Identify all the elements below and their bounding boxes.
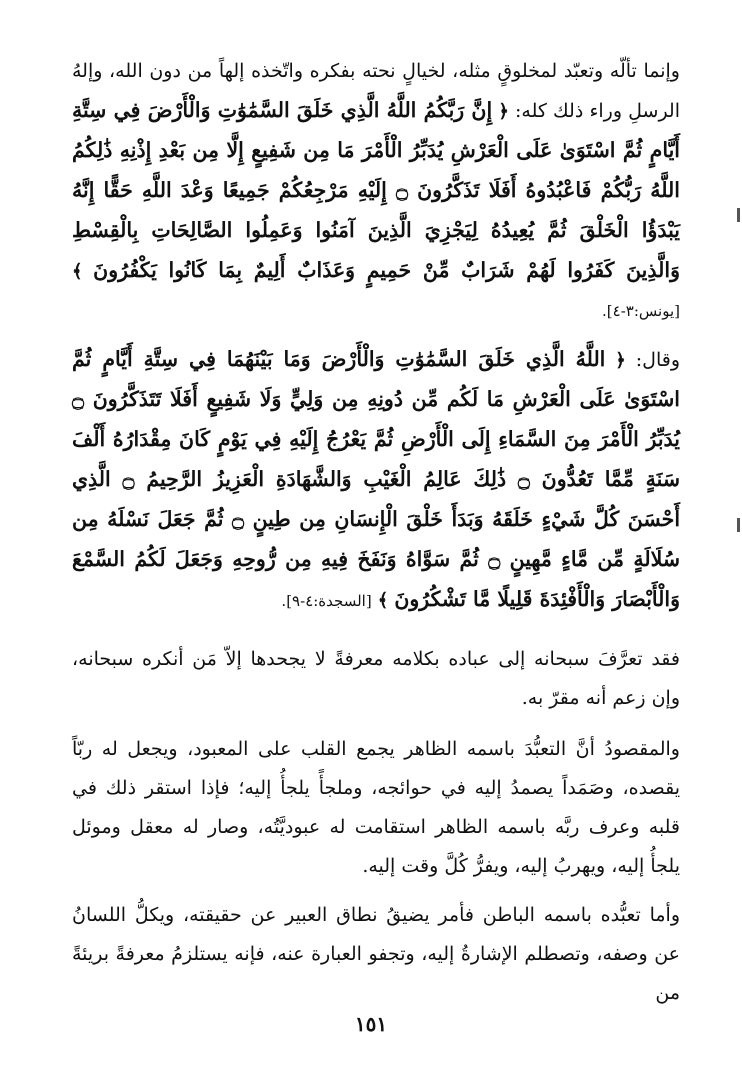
edge-mark <box>737 518 740 532</box>
citation-yunus: [يونس:٣-٤]. <box>602 302 680 320</box>
ornate-bracket-close: ﴾ <box>72 261 83 282</box>
paragraph-3: فقد تعرَّفَ سبحانه إلى عباده بكلامه معرفةً لا يجحدها إلاّ مَن أنكره سبحانه، وإن زعم أنه مقرّ به. <box>72 648 680 709</box>
paragraph-5: وأما تعبُّده باسمه الباطن فأمر يضيقُ نطاق العبير عن حقيقته، ويكلُّ اللسانُ عن وصفه، وتصطلم الإشارةُ إليه، وتجفو العبارة عنه، فإنه يستلزمُ معرفةً بريئةً من <box>72 904 680 1004</box>
quran-verse-yunus: إِنَّ رَبَّكُمُ اللَّهُ الَّذِي خَلَقَ السَّمَٰوَٰتِ وَالْأَرْضَ فِي سِتَّةِ أَيَّامٍ ثُمَّ اسْتَوَىٰ عَلَى الْعَرْشِ يُدَبِّرُ الْأَمْرَ مَا مِن شَفِيعٍ إِلَّا مِن بَعْدِ إِذْنِهِ ذَٰلِكُمُ اللَّهُ رَبُّكُمْ فَاعْبُدُوهُ أَفَلَا تَذَكَّرُونَ ۝ إِلَيْهِ مَرْجِعُكُمْ جَمِيعًا وَعْدَ اللَّهِ حَقًّا إِنَّهُ يَبْدَؤُا الْخَلْقَ ثُمَّ يُعِيدُهُ لِيَجْزِيَ الَّذِينَ آمَنُوا وَعَمِلُوا الصَّالِحَاتِ بِالْقِسْطِ وَالَّذِينَ كَفَرُوا لَهُمْ شَرَابٌ مِّنْ حَمِيمٍ وَعَذَابٌ أَلِيمٌ بِمَا كَانُوا يَكْفُرُونَ <box>72 98 680 282</box>
ornate-bracket-open: ﴿ <box>615 350 626 371</box>
paragraph-1 <box>72 52 680 324</box>
paragraph-1-intro: وإنما تألّه وتعبّد لمخلوقٍ مثله، لخيالٍ نحته بفكره واتّخذه إلهاً من دون الله، وإلهُ الرسلِ وراء ذلك كله: <box>72 60 680 122</box>
paragraph-2 <box>72 340 680 622</box>
page-number: ١٥١ <box>354 1012 388 1036</box>
ornate-bracket-open: ﴿ <box>498 101 509 122</box>
citation-sajda: [السجدة:٤-٩]. <box>281 592 372 610</box>
edge-mark <box>737 208 740 222</box>
paragraph-4: والمقصودُ أنَّ التعبُّدَ باسمه الظاهر يجمع القلب على المعبود، ويجعل له ربّاً يقصده، وصَمَداً يصمدُ إليه في حوائجه، وملجأً يلجأُ إليه؛ فإذا استقر ذلك في قلبه وعرف ربَّه باسمه الظاهر استقامت له عبوديَّتُه، وصار له معقل وموئل يلجأُ إليه، ويهربُ إليه، ويفرُّ كُلَّ وقت إليه. <box>72 738 680 877</box>
ornate-bracket-close: ﴾ <box>377 590 389 611</box>
quran-verse-sajda: اللَّهُ الَّذِي خَلَقَ السَّمَٰوَٰتِ وَالْأَرْضَ وَمَا بَيْنَهُمَا فِي سِتَّةِ أَيَّامٍ ثُمَّ اسْتَوَىٰ عَلَى الْعَرْشِ مَا لَكُم مِّن دُونِهِ مِن وَلِيٍّ وَلَا شَفِيعٍ أَفَلَا تَتَذَكَّرُونَ ۝ يُدَبِّرُ الْأَمْرَ مِنَ السَّمَاءِ إِلَى الْأَرْضِ ثُمَّ يَعْرُجُ إِلَيْهِ فِي يَوْمٍ كَانَ مِقْدَارُهُ أَلْفَ سَنَةٍ مِّمَّا تَعُدُّونَ ۝ ذَٰلِكَ عَالِمُ الْغَيْبِ وَالشَّهَادَةِ الْعَزِيزُ الرَّحِيمُ ۝ الَّذِي أَحْسَنَ كُلَّ شَيْءٍ خَلَقَهُ وَبَدَأَ خَلْقَ الْإِنسَانِ مِن طِينٍ ۝ ثُمَّ جَعَلَ نَسْلَهُ مِن سُلَالَةٍ مِّن مَّاءٍ مَّهِينٍ ۝ ثُمَّ سَوَّاهُ وَنَفَخَ فِيهِ مِن رُّوحِهِ وَجَعَلَ لَكُمُ السَّمْعَ وَالْأَبْصَارَ وَالْأَفْئِدَةَ قَلِيلًا مَّا تَشْكُرُونَ <box>72 347 681 611</box>
paragraph-2-intro: وقال: <box>625 349 680 371</box>
